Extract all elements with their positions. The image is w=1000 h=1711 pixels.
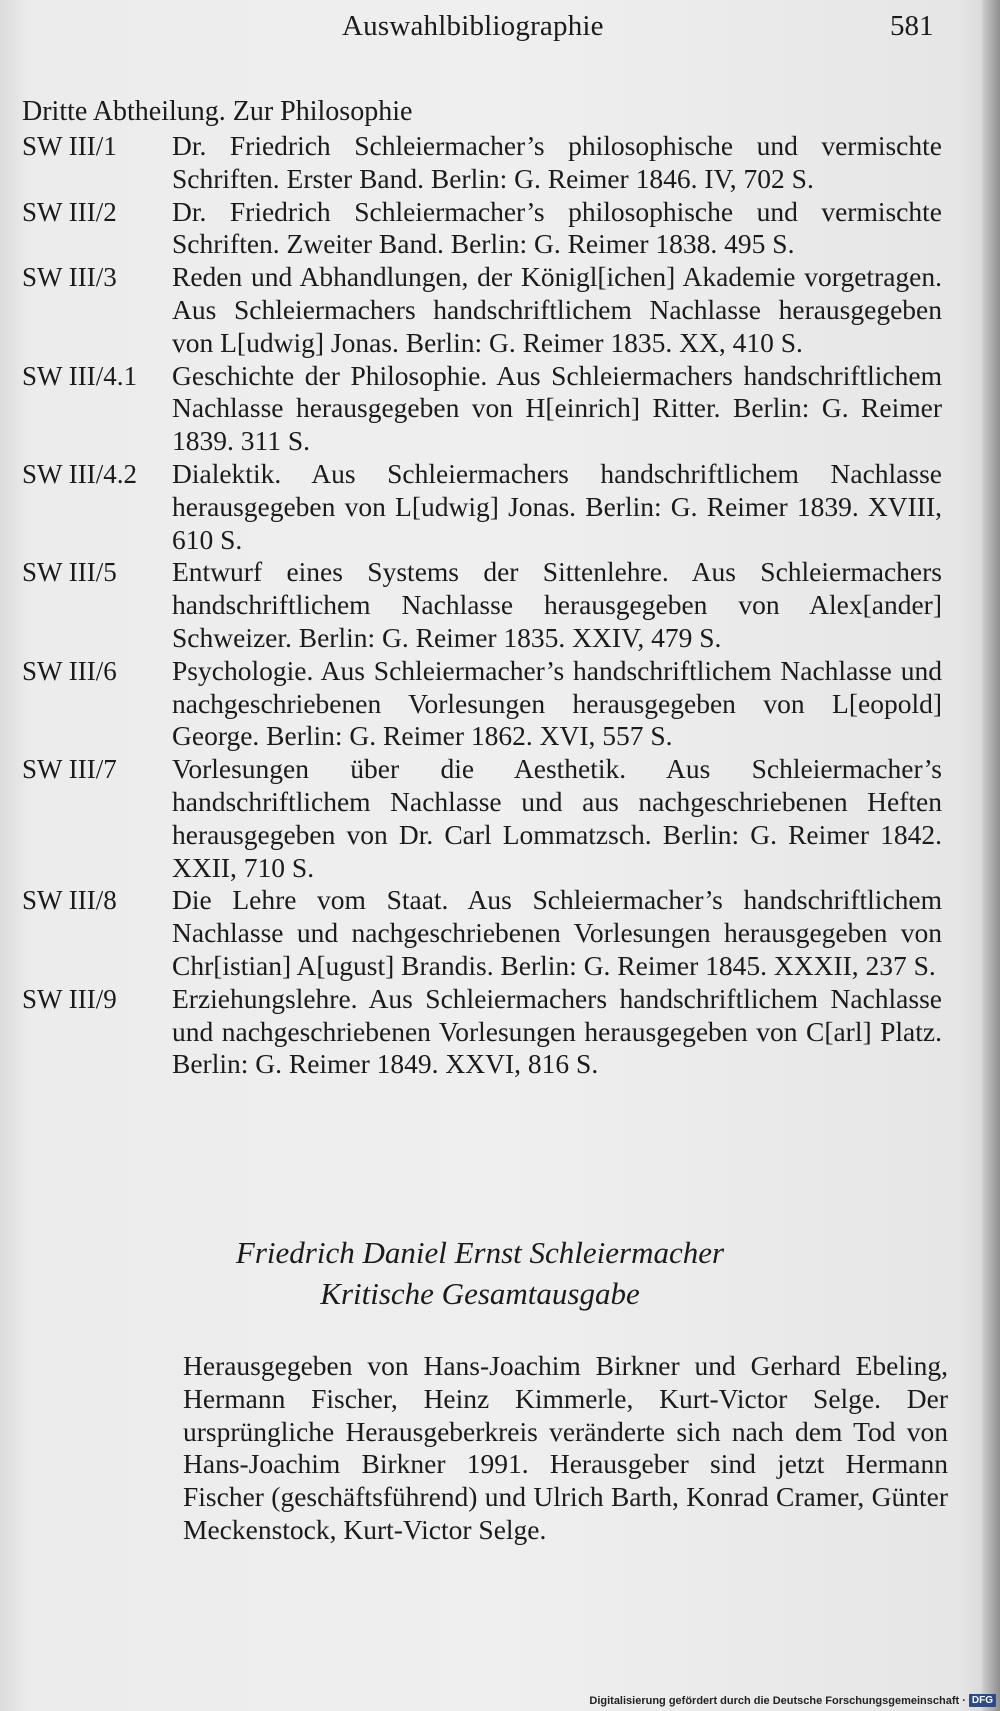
kga-heading-line-2: Kritische Gesamtausgabe [320,1276,640,1311]
entry-siglum: SW III/2 [22,196,117,227]
entry-text: Vorlesungen über die Aesthetik. Aus Schleiermacher’s handschriftlichem Nachlasse und aus nachgeschriebenen Heften herausgegeben von Dr. Carl Lommatzsch. Berlin: G. Reimer 1842. XXII, 710 S. [172,753,942,883]
entry-text: Reden und Abhandlungen, der Königl[ichen] Akademie vorgetragen. Aus Schleiermachers handschriftlichem Nachlasse herausgegeben von L[udwig] Jonas. Berlin: G. Reimer 1835. XX, 410 S. [172,261,942,358]
section-title: Dritte Abtheilung. Zur Philosophie [22,96,413,127]
page-number: 581 [890,10,934,42]
entry-text: Die Lehre vom Staat. Aus Schleiermacher’s handschriftlichem Nachlasse und nachgeschriebenen Vorlesungen herausgegeben von Chr[istian] A[ugust] Brandis. Berlin: G. Reimer 1845. XXXII, 237 S. [172,884,942,981]
entry-text: Dr. Friedrich Schleiermacher’s philosophische und vermischte Schriften. Zweiter Band. Berlin: G. Reimer 1838. 495 S. [172,195,942,260]
bibliography-entry [22,458,942,556]
entry-text: Dialektik. Aus Schleiermachers handschriftlichem Nachlasse herausgegeben von L[udwig] Jonas. Berlin: G. Reimer 1839. XVIII, 610 S. [172,457,942,555]
kga-heading [100,1232,860,1314]
bibliography-entry [22,556,942,654]
bibliography-entry [22,655,942,753]
running-head-title: Auswahlbibliographie [342,10,604,42]
digitization-credit [589,1694,996,1707]
entry-siglum: SW III/8 [22,885,117,916]
running-head [0,10,960,50]
bibliography-entry [22,360,942,458]
entry-siglum: SW III/7 [22,754,117,785]
entry-siglum: SW III/4.2 [22,458,137,489]
bibliography-entry [22,261,942,359]
dfg-logo-icon: DFG [969,1694,996,1707]
bibliography-entry [22,884,942,982]
entry-text: Dr. Friedrich Schleiermacher’s philosophische und vermischte Schriften. Erster Band. Berlin: G. Reimer 1846. IV, 702 S. [172,130,942,194]
kga-heading-line-1: Friedrich Daniel Ernst Schleiermacher [235,1235,725,1270]
bibliography-entry [22,983,942,1081]
bibliography-entry [22,196,942,262]
entry-siglum: SW III/5 [22,557,117,588]
entry-siglum: SW III/1 [22,131,117,161]
kga-description: Herausgegeben von Hans-Joachim Birkner und Gerhard Ebeling, Hermann Fischer, Heinz Kimmerle, Kurt-Victor Selge. Der ursprüngliche Herausgeberkreis veränderte sich nach dem Tod von Hans-Joachim Birkner 1991. Herausgeber sind jetzt Hermann Fischer (geschäftsführend) und Ulrich Barth, Konrad Cramer, Günter Meckenstock, Kurt-Victor Selge. [183,1350,948,1545]
page-edge-shadow [982,0,1000,1711]
entry-siglum: SW III/9 [22,983,117,1014]
entry-siglum: SW III/4.1 [22,360,137,391]
entry-siglum: SW III/6 [22,655,117,686]
credit-text: Digitalisierung gefördert durch die Deutsche Forschungsgemeinschaft · [589,1694,966,1707]
entry-text: Entwurf eines Systems der Sittenlehre. Aus Schleiermachers handschriftlichem Nachlasse herausgegeben von Alex[ander] Schweizer. Berlin: G. Reimer 1835. XXIV, 479 S. [172,556,942,653]
entry-text: Geschichte der Philosophie. Aus Schleiermachers handschriftlichem Nachlasse herausgegeben von H[einrich] Ritter. Berlin: G. Reimer 1839. 311 S. [172,359,942,457]
bibliography-entry [22,130,942,196]
entry-siglum: SW III/3 [22,262,117,293]
bibliography-entry [22,753,942,884]
entry-text: Erziehungslehre. Aus Schleiermachers handschriftlichem Nachlasse und nachgeschriebenen Vorlesungen herausgegeben von C[arl] Platz. Berlin: G. Reimer 1849. XXVI, 816 S. [172,982,942,1080]
bibliography-list [22,130,942,1081]
entry-text: Psychologie. Aus Schleiermacher’s handschriftlichem Nachlasse und nachgeschriebenen Vorlesungen herausgegeben von L[eopold] George. Berlin: G. Reimer 1862. XVI, 557 S. [172,654,942,752]
